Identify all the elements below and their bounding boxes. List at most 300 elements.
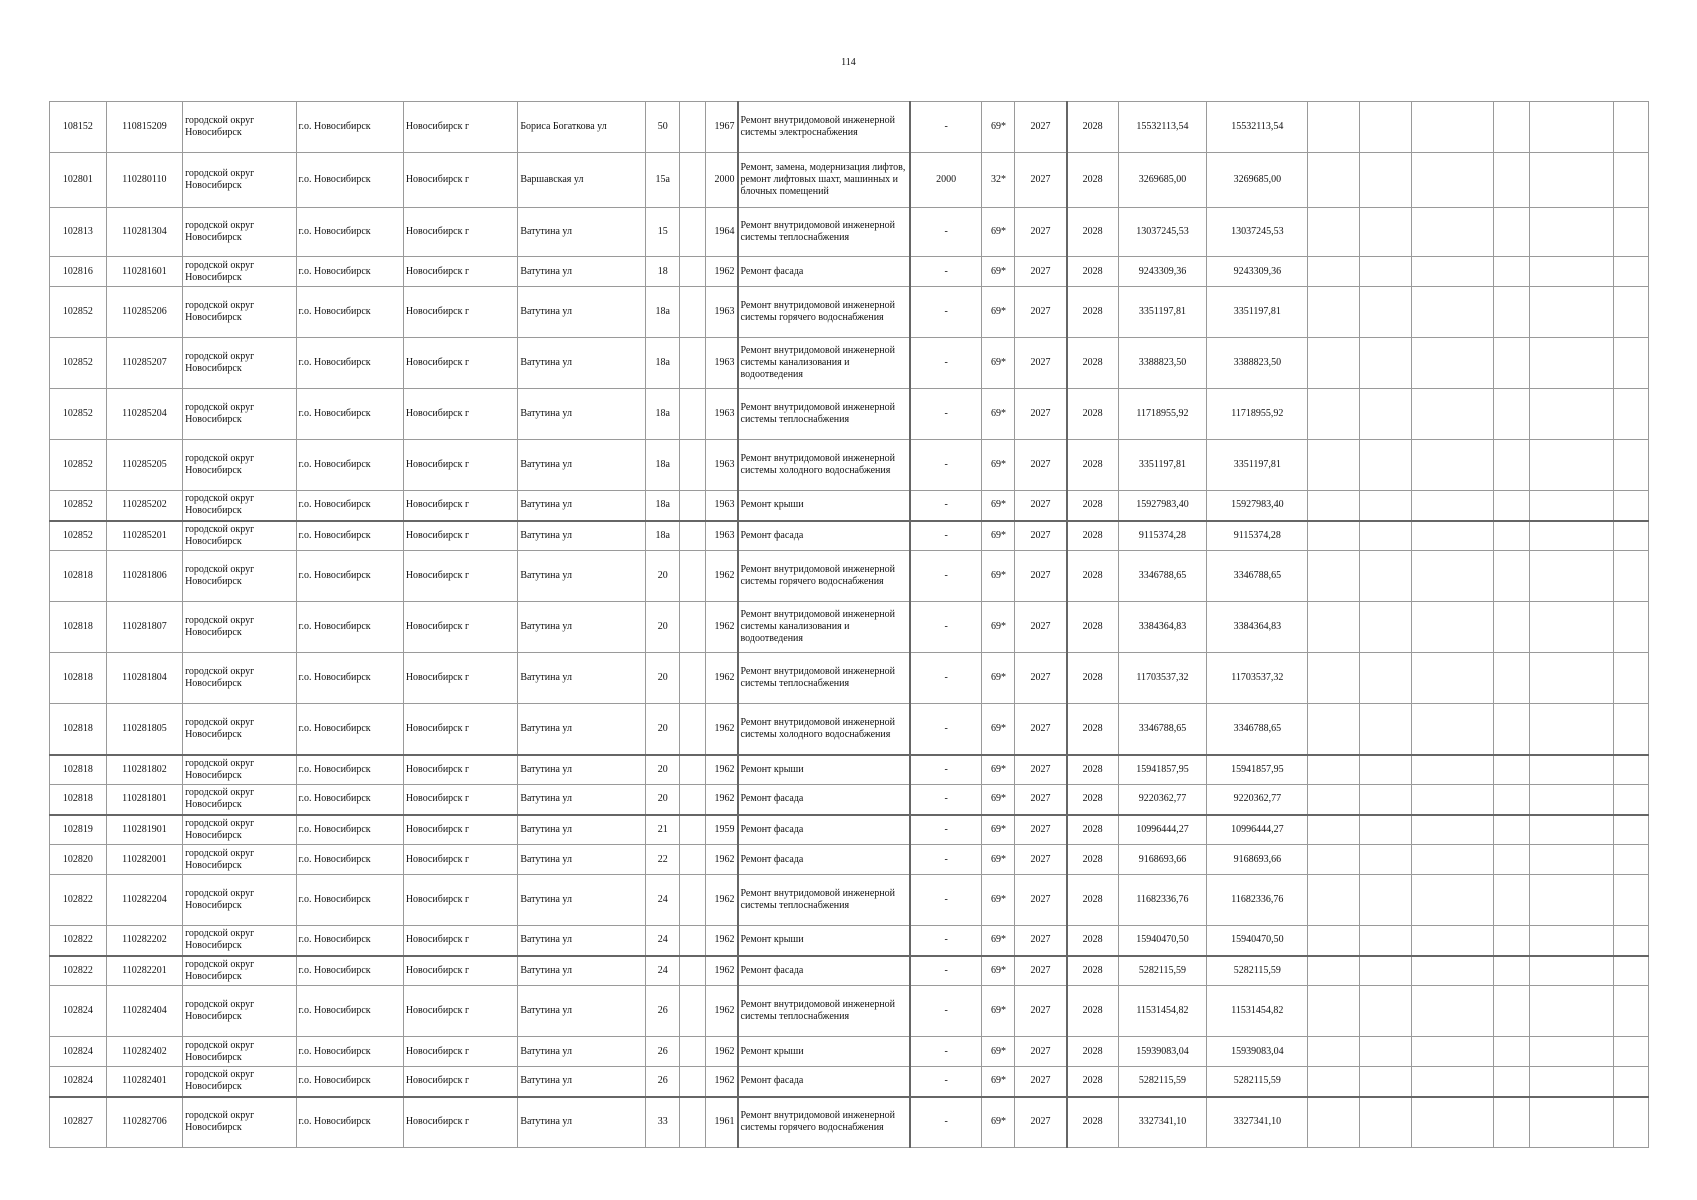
cell-empty [1308,521,1360,551]
cell-empty [1360,521,1412,551]
cell-municipality: городской округ Новосибирск [183,551,296,602]
table-row [50,153,1649,208]
cell-code: 110285205 [106,440,182,491]
cell-empty [1360,704,1412,755]
cell-col12: 69* [982,1037,1015,1067]
cell-house: 22 [646,845,680,875]
cell-municipality: городской округ Новосибирск [183,389,296,440]
cell-code: 110285204 [106,389,182,440]
cell-total: 11531454,82 [1207,986,1308,1037]
cell-empty [1308,287,1360,338]
cell-col11: - [910,986,982,1037]
cell-year_from: 2027 [1015,257,1067,287]
cell-settlement: Новосибирск г [403,102,518,153]
cell-municipality: городской округ Новосибирск [183,926,296,956]
cell-empty [1530,1097,1614,1148]
cell-district: г.о. Новосибирск [296,704,403,755]
cell-col11: - [910,257,982,287]
cell-district: г.о. Новосибирск [296,208,403,257]
cell-id: 102852 [50,521,107,551]
cell-col12: 69* [982,755,1015,785]
cell-total: 15927983,40 [1207,491,1308,521]
cell-year_from: 2027 [1015,875,1067,926]
cell-col12: 69* [982,926,1015,956]
cell-district: г.о. Новосибирск [296,602,403,653]
cell-empty [1530,956,1614,986]
cell-total: 3351197,81 [1207,440,1308,491]
cell-cost: 10996444,27 [1118,815,1207,845]
cell-work: Ремонт внутридомовой инженерной системы теплоснабжения [738,986,910,1037]
cell-year: 1962 [706,1037,738,1067]
cell-cost: 9243309,36 [1118,257,1207,287]
cell-col12: 69* [982,956,1015,986]
cell-total: 3269685,00 [1207,153,1308,208]
cell-id: 102818 [50,653,107,704]
table-row [50,602,1649,653]
cell-empty [1494,602,1530,653]
table-row [50,257,1649,287]
cell-code: 110815209 [106,102,182,153]
cell-col11: - [910,602,982,653]
cell-empty [1360,102,1412,153]
cell-district: г.о. Новосибирск [296,389,403,440]
cell-district: г.о. Новосибирск [296,1037,403,1067]
cell-empty [1308,1037,1360,1067]
cell-code: 110282706 [106,1097,182,1148]
cell-municipality: городской округ Новосибирск [183,491,296,521]
cell-municipality: городской округ Новосибирск [183,602,296,653]
cell-col12: 69* [982,551,1015,602]
cell-cost: 3327341,10 [1118,1097,1207,1148]
cell-year_to: 2028 [1067,208,1119,257]
cell-year_from: 2027 [1015,208,1067,257]
cell-empty [1530,785,1614,815]
cell-settlement: Новосибирск г [403,389,518,440]
cell-col11: - [910,653,982,704]
cell-cost: 3388823,50 [1118,338,1207,389]
cell-building [680,704,706,755]
cell-building [680,257,706,287]
cell-settlement: Новосибирск г [403,653,518,704]
cell-municipality: городской округ Новосибирск [183,956,296,986]
cell-year: 1962 [706,926,738,956]
cell-year: 1962 [706,704,738,755]
cell-settlement: Новосибирск г [403,1097,518,1148]
cell-settlement: Новосибирск г [403,440,518,491]
cell-street: Ватутина ул [518,287,646,338]
cell-empty [1411,257,1494,287]
cell-work: Ремонт внутридомовой инженерной системы горячего водоснабжения [738,551,910,602]
cell-cost: 9220362,77 [1118,785,1207,815]
cell-empty [1308,815,1360,845]
cell-street: Ватутина ул [518,338,646,389]
cell-street: Ватутина ул [518,926,646,956]
cell-house: 33 [646,1097,680,1148]
cell-total: 13037245,53 [1207,208,1308,257]
cell-col12: 69* [982,491,1015,521]
cell-empty [1360,153,1412,208]
table-row [50,956,1649,986]
cell-municipality: городской округ Новосибирск [183,1067,296,1097]
cell-settlement: Новосибирск г [403,338,518,389]
cell-municipality: городской округ Новосибирск [183,208,296,257]
cell-col12: 69* [982,208,1015,257]
cell-municipality: городской округ Новосибирск [183,338,296,389]
cell-district: г.о. Новосибирск [296,338,403,389]
cell-settlement: Новосибирск г [403,602,518,653]
cell-house: 21 [646,815,680,845]
cell-empty [1494,755,1530,785]
cell-empty [1494,338,1530,389]
cell-empty [1308,926,1360,956]
cell-cost: 11718955,92 [1118,389,1207,440]
cell-work: Ремонт внутридомовой инженерной системы теплоснабжения [738,208,910,257]
cell-empty [1360,491,1412,521]
cell-empty [1530,338,1614,389]
cell-id: 102852 [50,491,107,521]
cell-building [680,755,706,785]
cell-building [680,338,706,389]
cell-cost: 3346788,65 [1118,551,1207,602]
cell-empty [1613,257,1648,287]
cell-district: г.о. Новосибирск [296,1067,403,1097]
cell-building [680,287,706,338]
cell-cost: 3269685,00 [1118,153,1207,208]
cell-building [680,875,706,926]
cell-municipality: городской округ Новосибирск [183,1097,296,1148]
cell-work: Ремонт крыши [738,926,910,956]
cell-id: 102822 [50,875,107,926]
cell-empty [1494,986,1530,1037]
cell-street: Ватутина ул [518,1067,646,1097]
cell-col11: - [910,1097,982,1148]
cell-col12: 69* [982,257,1015,287]
cell-empty [1530,1037,1614,1067]
cell-street: Ватутина ул [518,208,646,257]
table-row [50,653,1649,704]
cell-district: г.о. Новосибирск [296,845,403,875]
cell-empty [1613,208,1648,257]
cell-house: 26 [646,1037,680,1067]
cell-empty [1494,653,1530,704]
cell-year_to: 2028 [1067,653,1119,704]
cell-building [680,1097,706,1148]
cell-street: Ватутина ул [518,491,646,521]
cell-col12: 69* [982,986,1015,1037]
cell-house: 20 [646,653,680,704]
cell-total: 5282115,59 [1207,1067,1308,1097]
cell-settlement: Новосибирск г [403,287,518,338]
cell-year_to: 2028 [1067,986,1119,1037]
cell-empty [1613,338,1648,389]
cell-empty [1530,755,1614,785]
cell-year_from: 2027 [1015,551,1067,602]
cell-total: 11682336,76 [1207,875,1308,926]
cell-code: 110281807 [106,602,182,653]
cell-empty [1613,785,1648,815]
cell-year_from: 2027 [1015,845,1067,875]
table-row [50,287,1649,338]
cell-work: Ремонт фасада [738,956,910,986]
cell-id: 102852 [50,440,107,491]
cell-house: 18а [646,440,680,491]
cell-id: 102822 [50,926,107,956]
cell-empty [1530,257,1614,287]
cell-empty [1530,845,1614,875]
cell-street: Ватутина ул [518,551,646,602]
cell-street: Ватутина ул [518,986,646,1037]
cell-empty [1308,986,1360,1037]
cell-street: Ватутина ул [518,785,646,815]
cell-empty [1613,102,1648,153]
cell-empty [1308,257,1360,287]
cell-col11: - [910,845,982,875]
cell-col11: - [910,875,982,926]
cell-street: Ватутина ул [518,602,646,653]
cell-house: 18 [646,257,680,287]
cell-municipality: городской округ Новосибирск [183,704,296,755]
cell-empty [1530,1067,1614,1097]
cell-settlement: Новосибирск г [403,521,518,551]
cell-empty [1411,338,1494,389]
cell-year_from: 2027 [1015,956,1067,986]
cell-district: г.о. Новосибирск [296,875,403,926]
cell-empty [1308,653,1360,704]
cell-empty [1530,287,1614,338]
cell-municipality: городской округ Новосибирск [183,257,296,287]
cell-work: Ремонт фасада [738,257,910,287]
cell-house: 15 [646,208,680,257]
cell-col11: - [910,287,982,338]
cell-work: Ремонт фасада [738,815,910,845]
cell-year_from: 2027 [1015,287,1067,338]
cell-district: г.о. Новосибирск [296,755,403,785]
cell-year: 1964 [706,208,738,257]
cell-code: 110281804 [106,653,182,704]
cell-empty [1411,521,1494,551]
cell-col11: - [910,208,982,257]
cell-year_to: 2028 [1067,1097,1119,1148]
cell-house: 20 [646,704,680,755]
cell-settlement: Новосибирск г [403,1037,518,1067]
cell-empty [1308,1097,1360,1148]
cell-total: 15940470,50 [1207,926,1308,956]
cell-empty [1360,956,1412,986]
cell-year_from: 2027 [1015,785,1067,815]
capital-repair-table [49,101,1649,1148]
cell-year: 1963 [706,287,738,338]
cell-street: Ватутина ул [518,956,646,986]
cell-house: 24 [646,926,680,956]
cell-year: 1962 [706,551,738,602]
cell-building [680,602,706,653]
cell-empty [1530,153,1614,208]
cell-empty [1613,845,1648,875]
cell-year_from: 2027 [1015,926,1067,956]
cell-work: Ремонт внутридомовой инженерной системы теплоснабжения [738,389,910,440]
cell-year: 1963 [706,389,738,440]
cell-empty [1411,653,1494,704]
cell-cost: 9115374,28 [1118,521,1207,551]
cell-street: Варшавская ул [518,153,646,208]
cell-work: Ремонт крыши [738,491,910,521]
cell-empty [1360,551,1412,602]
cell-settlement: Новосибирск г [403,815,518,845]
cell-house: 18а [646,389,680,440]
cell-id: 102824 [50,1067,107,1097]
cell-cost: 3384364,83 [1118,602,1207,653]
cell-empty [1360,389,1412,440]
cell-building [680,1067,706,1097]
cell-empty [1494,704,1530,755]
cell-empty [1308,785,1360,815]
cell-district: г.о. Новосибирск [296,986,403,1037]
cell-district: г.о. Новосибирск [296,440,403,491]
cell-house: 18а [646,491,680,521]
cell-empty [1494,208,1530,257]
cell-col12: 69* [982,785,1015,815]
cell-settlement: Новосибирск г [403,1067,518,1097]
cell-year_to: 2028 [1067,875,1119,926]
cell-year_from: 2027 [1015,755,1067,785]
cell-settlement: Новосибирск г [403,986,518,1037]
cell-empty [1360,785,1412,815]
cell-empty [1494,102,1530,153]
cell-work: Ремонт фасада [738,521,910,551]
cell-total: 9220362,77 [1207,785,1308,815]
cell-municipality: городской округ Новосибирск [183,875,296,926]
cell-col11: - [910,956,982,986]
cell-code: 110282204 [106,875,182,926]
cell-empty [1613,440,1648,491]
cell-year_to: 2028 [1067,257,1119,287]
cell-total: 9168693,66 [1207,845,1308,875]
cell-year_to: 2028 [1067,1037,1119,1067]
cell-district: г.о. Новосибирск [296,551,403,602]
cell-house: 18а [646,521,680,551]
cell-work: Ремонт крыши [738,755,910,785]
cell-empty [1360,287,1412,338]
cell-municipality: городской округ Новосибирск [183,287,296,338]
cell-year_to: 2028 [1067,926,1119,956]
cell-empty [1494,1067,1530,1097]
cell-empty [1308,551,1360,602]
cell-building [680,521,706,551]
cell-empty [1530,208,1614,257]
cell-cost: 11531454,82 [1118,986,1207,1037]
cell-district: г.о. Новосибирск [296,785,403,815]
cell-building [680,986,706,1037]
cell-id: 102819 [50,815,107,845]
cell-code: 110282201 [106,956,182,986]
cell-col11: - [910,521,982,551]
cell-settlement: Новосибирск г [403,845,518,875]
cell-empty [1613,956,1648,986]
cell-empty [1308,338,1360,389]
cell-district: г.о. Новосибирск [296,287,403,338]
cell-empty [1411,602,1494,653]
cell-year_to: 2028 [1067,1067,1119,1097]
cell-empty [1360,338,1412,389]
cell-empty [1308,845,1360,875]
cell-code: 110282202 [106,926,182,956]
cell-year: 1963 [706,491,738,521]
cell-total: 9115374,28 [1207,521,1308,551]
cell-empty [1308,602,1360,653]
cell-settlement: Новосибирск г [403,926,518,956]
cell-col11: - [910,704,982,755]
cell-empty [1360,440,1412,491]
cell-year_to: 2028 [1067,845,1119,875]
cell-building [680,653,706,704]
cell-col12: 69* [982,287,1015,338]
cell-col12: 32* [982,153,1015,208]
cell-work: Ремонт внутридомовой инженерной системы теплоснабжения [738,875,910,926]
cell-total: 15532113,54 [1207,102,1308,153]
cell-year: 1963 [706,521,738,551]
cell-year_to: 2028 [1067,287,1119,338]
cell-district: г.о. Новосибирск [296,521,403,551]
cell-settlement: Новосибирск г [403,875,518,926]
cell-empty [1530,602,1614,653]
cell-year_to: 2028 [1067,785,1119,815]
table-row [50,815,1649,845]
cell-total: 5282115,59 [1207,956,1308,986]
cell-year_to: 2028 [1067,755,1119,785]
cell-cost: 15940470,50 [1118,926,1207,956]
table-row [50,845,1649,875]
cell-col11: - [910,551,982,602]
table-row [50,208,1649,257]
cell-empty [1411,755,1494,785]
cell-work: Ремонт внутридомовой инженерной системы канализования и водоотведения [738,338,910,389]
cell-settlement: Новосибирск г [403,153,518,208]
cell-empty [1411,440,1494,491]
cell-col11: - [910,102,982,153]
cell-house: 24 [646,956,680,986]
cell-settlement: Новосибирск г [403,551,518,602]
cell-col11: - [910,926,982,956]
cell-id: 102818 [50,704,107,755]
cell-year_from: 2027 [1015,338,1067,389]
cell-municipality: городской округ Новосибирск [183,1037,296,1067]
cell-municipality: городской округ Новосибирск [183,653,296,704]
table-row [50,926,1649,956]
cell-cost: 15941857,95 [1118,755,1207,785]
cell-municipality: городской округ Новосибирск [183,153,296,208]
cell-col12: 69* [982,875,1015,926]
cell-street: Ватутина ул [518,755,646,785]
cell-code: 110281304 [106,208,182,257]
cell-total: 11718955,92 [1207,389,1308,440]
cell-empty [1613,153,1648,208]
cell-year: 1963 [706,338,738,389]
cell-building [680,153,706,208]
table-row [50,440,1649,491]
cell-work: Ремонт внутридомовой инженерной системы холодного водоснабжения [738,440,910,491]
cell-code: 110285207 [106,338,182,389]
cell-empty [1308,875,1360,926]
cell-empty [1308,389,1360,440]
cell-work: Ремонт внутридомовой инженерной системы канализования и водоотведения [738,602,910,653]
cell-total: 9243309,36 [1207,257,1308,287]
cell-empty [1308,956,1360,986]
cell-empty [1360,875,1412,926]
cell-house: 24 [646,875,680,926]
cell-empty [1613,875,1648,926]
cell-settlement: Новосибирск г [403,208,518,257]
cell-empty [1360,815,1412,845]
